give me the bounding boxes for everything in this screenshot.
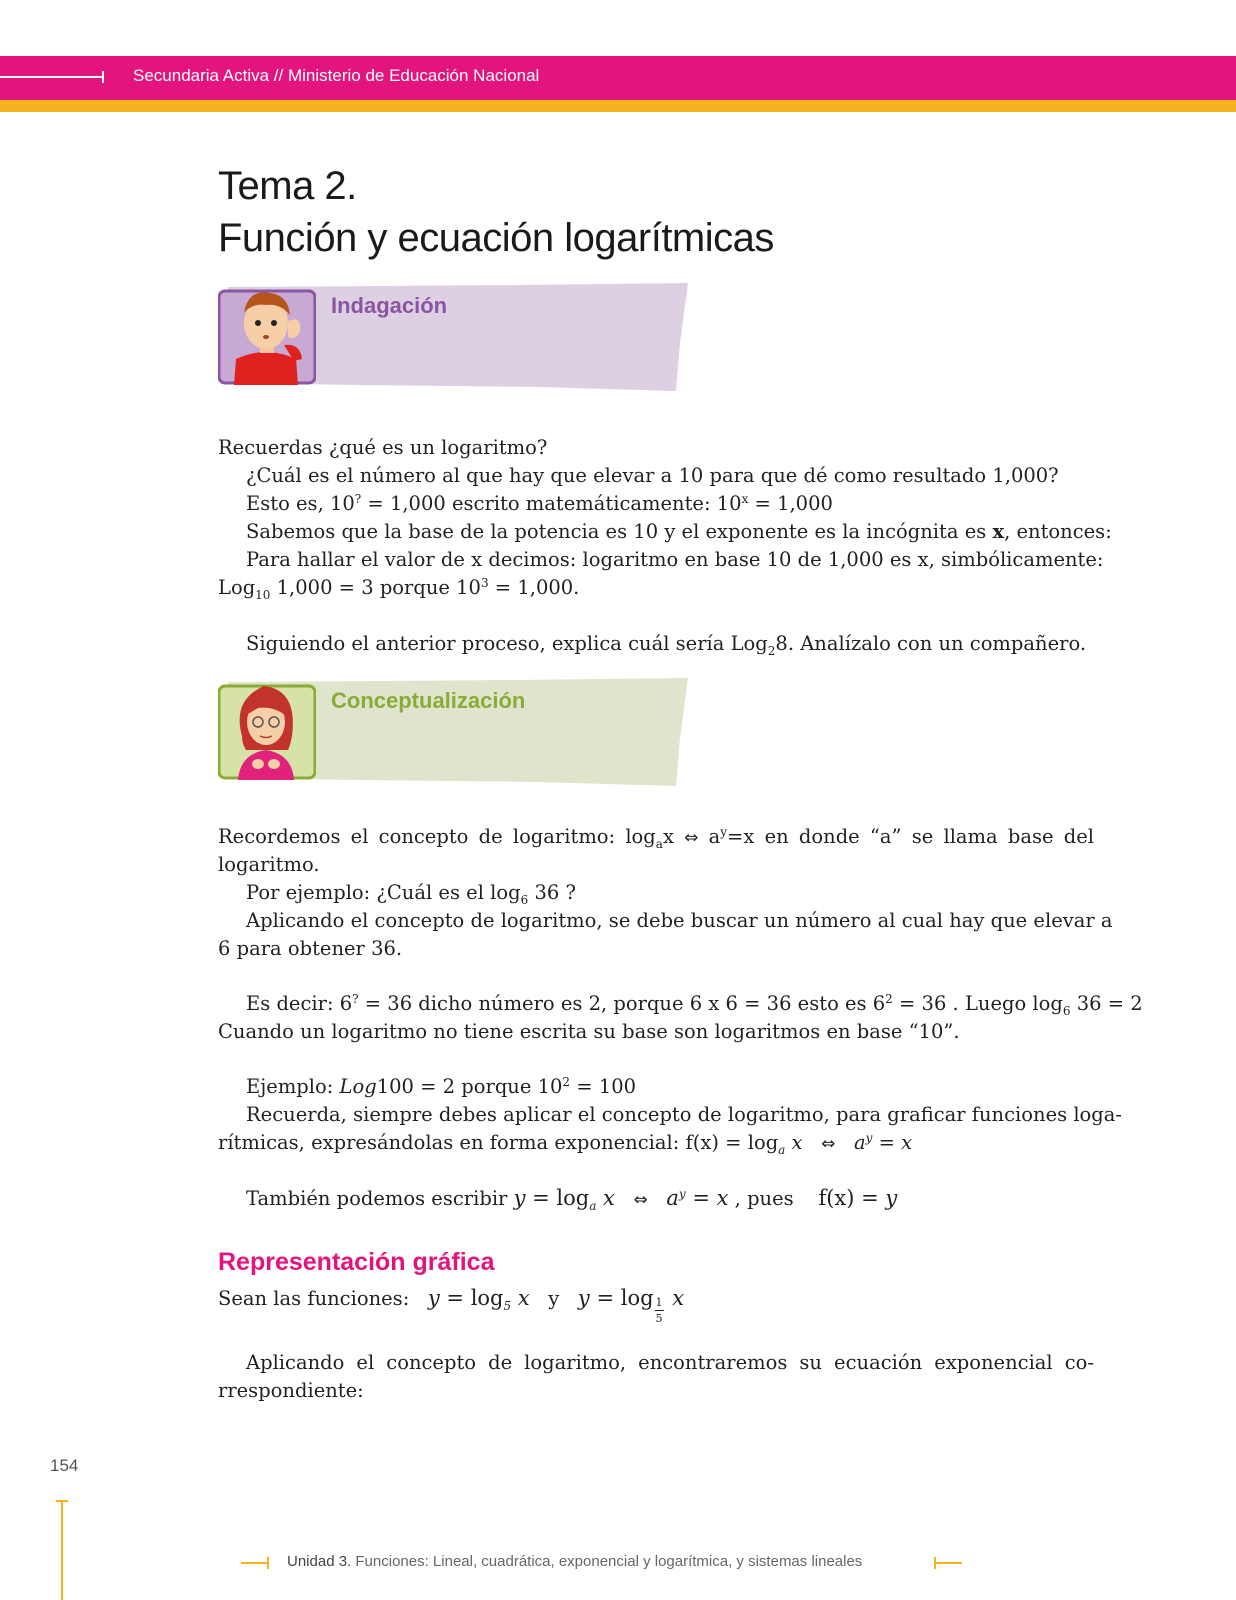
indagacion-paragraph-2: ¿Cuál es el número al que hay que elevar a 10 para que dé como resultado 1,000? bbox=[246, 464, 1059, 487]
concept-definition-continued: logaritmo. bbox=[218, 853, 320, 876]
header-rule bbox=[0, 76, 104, 78]
concept-definition: Recordemos el concepto de logaritmo: $\log_ax$ ⇔ $a^y=x$ en donde “a” se llama base del bbox=[218, 825, 1094, 851]
representacion-paragraph: Aplicando el concepto de logaritmo, encontraremos su ecuación exponencial co- bbox=[246, 1351, 1094, 1374]
thinking-boy-icon bbox=[218, 285, 316, 385]
header-rule-tick bbox=[102, 71, 104, 83]
header-text: Secundaria Activa // Ministerio de Educación Nacional bbox=[133, 66, 540, 85]
concept-paragraph-apply: Aplicando el concepto de logaritmo, se debe buscar un número al cual hay que elevar a bbox=[246, 909, 1113, 932]
footer-margin-rule bbox=[61, 1500, 63, 1600]
indagacion-paragraph-4: Sabemos que la base de la potencia es 10 y el exponente es la incógnita es x, entonces: bbox=[246, 520, 1112, 543]
indagacion-paragraph-3: Esto es, 10? = 1,000 escrito matemáticamente: $10^x = 1,000$ bbox=[246, 492, 833, 515]
indagacion-paragraph-5: Para hallar el valor de x decimos: logaritmo en base 10 de 1,000 es x, simbólicamente: bbox=[246, 548, 1104, 571]
header-accent-stripe bbox=[0, 100, 1236, 112]
indagacion-banner bbox=[218, 283, 698, 393]
teacher-girl-icon bbox=[218, 680, 316, 780]
concept-remember-continued: rítmicas, expresándolas en forma exponencial: $f(x) = \log_a x$ ⇔ $a^y = x$ bbox=[218, 1131, 913, 1157]
indagacion-label: Indagación bbox=[331, 293, 448, 318]
footer-right-rule bbox=[934, 1562, 962, 1564]
title-line-1: Tema 2. bbox=[218, 164, 357, 208]
indagacion-exercise: Siguiendo el anterior proceso, explica cuál sería Log$_2$8. Analízalo con un compañero. bbox=[246, 632, 1087, 658]
footer-left-rule bbox=[241, 1562, 269, 1564]
concept-paragraph-apply-continued: 6 para obtener 36. bbox=[218, 937, 403, 960]
conceptualizacion-banner bbox=[218, 678, 698, 788]
representacion-paragraph-continued: rrespondiente: bbox=[218, 1379, 364, 1402]
equivalence-arrow-icon: ⇔ bbox=[821, 1134, 836, 1154]
concept-remember: Recuerda, siempre debes aplicar el concepto de logaritmo, para graficar funciones loga- bbox=[246, 1103, 1122, 1126]
concept-worked-example: Es decir: 6? = 36 dicho número es 2, porque 6 x 6 = 36 esto es $6^2 = 36$ . Luego $\log_6 36 = 2$ bbox=[246, 992, 1143, 1018]
title-line-2: Función y ecuación logarítmicas bbox=[218, 216, 774, 260]
fraction-one-fifth: $\frac{1}{5}$ bbox=[655, 1296, 663, 1325]
footer-unit-subtitle: Funciones: Lineal, cuadrática, exponencial y logarítmica, y sistemas lineales bbox=[351, 1553, 863, 1570]
footer-unit-label: Unidad 3. bbox=[287, 1553, 352, 1570]
indagacion-paragraph-6: Log$_{10}$ 1,000 = 3 porque $10^3 = 1,000$. bbox=[218, 576, 580, 602]
page-title bbox=[218, 160, 774, 264]
page-number: 154 bbox=[50, 1456, 79, 1475]
indagacion-question: Recuerdas ¿qué es un logaritmo? bbox=[218, 436, 548, 459]
concept-example-question: Por ejemplo: ¿Cuál es el $\log_6 36$ ? bbox=[246, 881, 576, 907]
concept-example-log100: Ejemplo: Log100 = 2 porque $10^2 = 100$ bbox=[246, 1075, 637, 1098]
section-heading-representacion: Representación gráfica bbox=[218, 1248, 495, 1276]
footer-unit-title bbox=[287, 1553, 862, 1570]
footer-right-tick bbox=[934, 1557, 936, 1569]
concept-base-ten-note: Cuando un logaritmo no tiene escrita su base son logaritmos en base “10”. bbox=[218, 1020, 960, 1043]
representacion-functions: Sean las funciones: $y = \log_5 x$ y y = log $\frac{1}{5}$ x bbox=[218, 1286, 685, 1325]
footer-left-tick bbox=[267, 1557, 269, 1569]
equivalence-arrow-icon: ⇔ bbox=[684, 828, 699, 848]
concept-alternate-form: También podemos escribir $y = \log_a x$ ⇔ $a^y = x$ , pues f(x) = y bbox=[246, 1186, 898, 1213]
conceptualizacion-label: Conceptualización bbox=[331, 688, 526, 713]
equivalence-arrow-icon: ⇔ bbox=[633, 1190, 648, 1210]
